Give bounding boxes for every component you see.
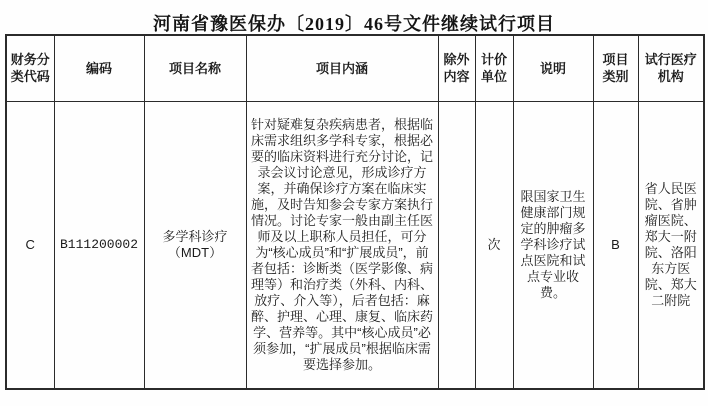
col-header-code: 编码 bbox=[54, 35, 144, 101]
col-header-category: 项目类别 bbox=[593, 35, 638, 101]
col-header-finance-code: 财务分类代码 bbox=[6, 35, 54, 101]
cell-hospitals: 省人民医院、省肿瘤医院、郑大一附院、洛阳东方医院、郑大二附院 bbox=[638, 101, 704, 389]
page-title: 河南省豫医保办〔2019〕46号文件继续试行项目 bbox=[153, 14, 555, 34]
col-header-content: 项目内涵 bbox=[246, 35, 438, 101]
col-header-note: 说明 bbox=[513, 35, 593, 101]
cell-code: B111200002 bbox=[54, 101, 144, 389]
cell-unit: 次 bbox=[475, 101, 513, 389]
col-header-exclusion: 除外内容 bbox=[438, 35, 475, 101]
cell-note: 限国家卫生健康部门规定的肿瘤多学科诊疗试点医院和试点专业收费。 bbox=[513, 101, 593, 389]
table-row bbox=[6, 101, 704, 389]
project-table bbox=[5, 34, 705, 390]
cell-exclusion bbox=[438, 101, 475, 389]
table-header-row bbox=[6, 35, 704, 101]
cell-project-name: 多学科诊疗（MDT） bbox=[144, 101, 246, 389]
cell-category: B bbox=[593, 101, 638, 389]
col-header-name: 项目名称 bbox=[144, 35, 246, 101]
cell-project-content: 针对疑难复杂疾病患者，根据临床需求组织多学科专家，根据必要的临床资料进行充分讨论，记录会议讨论意见，形成诊疗方案，并确保诊疗方案在临床实施，及时告知参会专家方案执行情况。讨论专家一般由副主任医师及以上职称人员担任，可分为“核心成员”和“扩展成员”，前者包括：诊断类（医学影像、病理等）和治疗类（外科、内科、放疗、介入等），后者包括：麻醉、护理、心理、康复、临床药学、营养等。其中“核心成员”必须参加，“扩展成员”根据临床需要选择参加。 bbox=[246, 101, 438, 389]
col-header-hospitals: 试行医疗机构 bbox=[638, 35, 704, 101]
cell-finance-code: C bbox=[6, 101, 54, 389]
col-header-unit: 计价单位 bbox=[475, 35, 513, 101]
